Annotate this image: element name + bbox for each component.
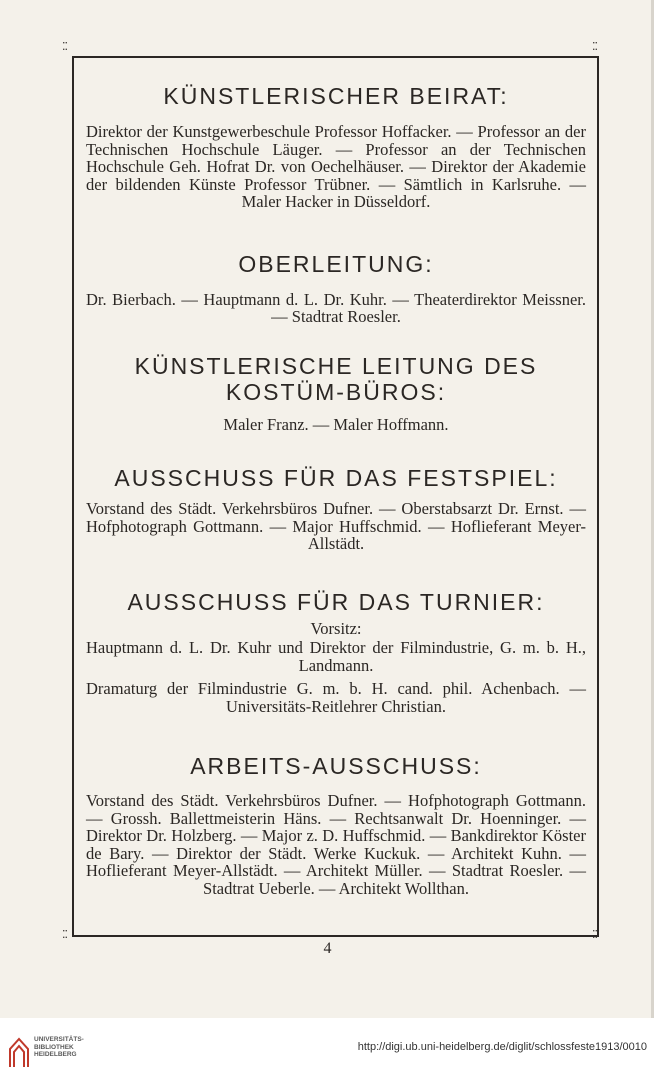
corner-ornament: ⁚⁚ [62,928,67,941]
page-content [86,78,586,897]
corner-ornament: ⁚⁚ [62,40,67,53]
section-heading-festspiel: AUSSCHUSS FÜR DAS FESTSPIEL: [114,465,558,491]
logo-line: HEIDELBERG [34,1051,77,1058]
section-heading-oberleitung: OBERLEITUNG: [238,250,434,277]
section-text-arbeits-ausschuss: Vorstand des Städt. Verkehrsbüros Dufner. — Hofphotograph Gottmann. — Grossh. Ballettmeisterin Häns. — Rechtsanwalt Dr. Hoenninger. — Direktor Dr. Holzberg. — Major z. D. Huffschmid. — Bankdirektor Köster de Bary. — Direktor der Städt. Werke Kuckuk. — Architekt Kuhn. — Hoflieferant Meyer-Allstädt. — Architekt Müller. — Stadtrat Roesler. — Stadtrat Ueberle. — Architekt Wollthan. [86,791,586,898]
section-heading-kuenstlerischer-beirat: KÜNSTLERISCHER BEIRAT: [163,83,509,109]
section-text-kostuem-bueros: Maler Franz. — Maler Hoffmann. [223,414,449,434]
logo-line: BIBLIOTHEK [34,1043,74,1051]
library-logo[interactable] [8,1033,108,1073]
corner-ornament: ⁚⁚ [592,40,597,53]
page-number: 4 [323,940,332,957]
viewer-footer [0,1023,655,1077]
section-subheading-vorsitz: Vorsitz: [310,618,362,638]
library-seal-icon [8,1035,30,1069]
source-url-link[interactable]: http://digi.ub.uni-heidelberg.de/diglit/schlossfeste1913/0010 [357,1041,647,1053]
corner-ornament: ⁚⁚ [592,928,597,941]
section-text-kuenstlerischer-beirat: Direktor der Kunstgewerbeschule Professor Hoffacker. — Professor an der Technischen Hochschule Läuger. — Professor an der Technischen Hochschule Geh. Hofrat Dr. von Oechelhäuser. — Direktor der Akademie der bildenden Künste Professor Trübner. — Sämtlich in Karlsruhe. — Maler Hacker in Düsseldorf. [86,122,586,211]
logo-line: UNIVERSITÄTS- [34,1036,84,1043]
section-heading-arbeits-ausschuss: ARBEITS-AUSSCHUSS: [190,753,482,779]
section-text-turnier-mitglieder: Dramaturg der Filmindustrie G. m. b. H. cand. phil. Achenbach. — Universitäts-Reitlehrer Christian. [86,679,586,716]
section-text-festspiel: Vorstand des Städt. Verkehrsbüros Dufner. — Oberstabsarzt Dr. Ernst. — Hofphotograph Gottmann. — Major Huffschmid. — Hoflieferant Meyer-Allstädt. [86,499,586,553]
section-heading-turnier: AUSSCHUSS FÜR DAS TURNIER: [127,588,545,615]
library-logo-text [34,1036,84,1059]
section-heading-kostuem-bueros: KÜNSTLERISCHE LEITUNG DES KOSTÜM-BÜROS: [134,352,538,405]
section-text-oberleitung: Dr. Bierbach. — Hauptmann d. L. Dr. Kuhr. — Theaterdirektor Meissner. — Stadtrat Roesler. [86,289,586,326]
section-text-turnier-vorsitz: Hauptmann d. L. Dr. Kuhr und Direktor der Filmindustrie, G. m. b. H., Landmann. [86,638,586,675]
